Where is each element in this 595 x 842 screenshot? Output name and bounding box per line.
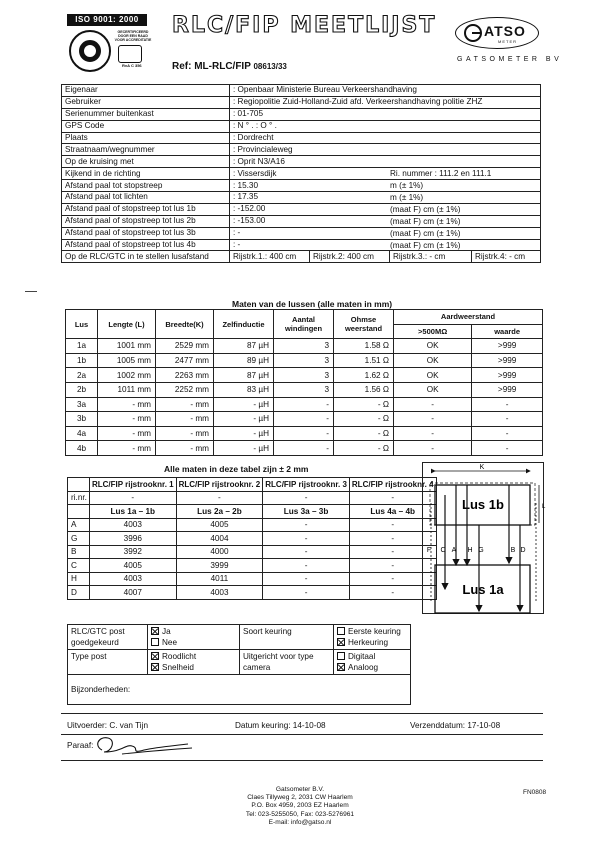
info-value: [230, 132, 541, 144]
meas-value: -: [349, 572, 436, 586]
meas-value: -: [263, 532, 350, 546]
camera-options: [334, 650, 411, 675]
meas-row: [68, 532, 437, 546]
loop-cell: 2b: [66, 382, 98, 397]
checkbox-nee[interactable]: [151, 638, 159, 646]
loop-row: [66, 412, 543, 427]
loop-cell: - Ω: [334, 441, 394, 456]
bijzonderheden-label: Bijzonderheden:: [71, 685, 131, 694]
info-value-right: m (± 1%): [390, 181, 424, 191]
info-value: [230, 156, 541, 168]
loop-cell: -: [472, 426, 543, 441]
meas-row-label: C: [68, 559, 90, 573]
info-value-text: : Openbaar Ministerie Bureau Verkeershandhaving: [233, 85, 417, 95]
info-value-text: : -: [233, 240, 241, 250]
meas-value: -: [349, 559, 436, 573]
loop-row: [66, 426, 543, 441]
info-key: Eigenaar: [62, 85, 230, 97]
loop-cell: 3: [274, 353, 334, 368]
meas-row-label: B: [68, 545, 90, 559]
post-options: [148, 625, 240, 650]
bijzonderheden-field[interactable]: [68, 675, 411, 705]
type-options: [148, 650, 240, 675]
meas-lus-pair: Lus 3a – 3b: [263, 505, 350, 519]
lusafstand-cell: Rijstrk.2: 400 cm: [310, 251, 390, 262]
info-row-lusafstand: [62, 251, 541, 263]
diagram-l-label: L: [542, 504, 546, 510]
loop-cell: 2529 mm: [156, 339, 214, 354]
info-row: [62, 168, 541, 180]
loop-cell: 1001 mm: [98, 339, 156, 354]
info-row: [62, 215, 541, 227]
info-key: Straatnaam/wegnummer: [62, 144, 230, 156]
meas-row: [68, 518, 437, 532]
meas-row-label: D: [68, 586, 90, 600]
info-value-text: : 15.30: [233, 180, 259, 190]
meas-row: [68, 572, 437, 586]
meas-lus-pair: Lus 1a – 1b: [89, 505, 176, 519]
info-value: [230, 120, 541, 132]
info-value: [230, 203, 541, 215]
info-value-text: : -152.00: [233, 204, 266, 214]
diagram-letter-b: B: [510, 547, 516, 554]
loops-table: [65, 309, 543, 456]
diagram-letter-g: G: [478, 547, 484, 554]
loop-cell: - mm: [98, 426, 156, 441]
meas-value: 3992: [89, 545, 176, 559]
loop-cell: -: [274, 426, 334, 441]
loop-cell: 1b: [66, 353, 98, 368]
loop-cell: 87 µH: [214, 339, 274, 354]
cert-code: RvA C 356: [122, 63, 142, 68]
loop-diagram: [422, 462, 544, 614]
loop-row: [66, 339, 543, 354]
meas-value: -: [349, 518, 436, 532]
checkbox-roodlicht[interactable]: [151, 652, 159, 660]
info-key: Op de RLC/GTC in te stellen lusafstand: [62, 251, 230, 263]
loop-cell: - mm: [98, 412, 156, 427]
ref-label: Ref: ML-RLC/FIP: [172, 61, 251, 72]
info-key: Afstand paal of stopstreep tot lus 3b: [62, 227, 230, 239]
eerste-label: Eerste keuring: [348, 627, 401, 636]
loop-cell: 4b: [66, 441, 98, 456]
digitaal-label: Digitaal: [348, 652, 376, 661]
measurements-title: Alle maten in deze tabel zijn ± 2 mm: [164, 464, 309, 474]
info-lusafstand-cells: [230, 251, 541, 263]
loop-cell: -: [394, 412, 472, 427]
company-address: [200, 786, 400, 827]
diagram-loop-top: Lus 1b: [462, 497, 504, 512]
meas-value: -: [263, 559, 350, 573]
loop-cell: 3: [274, 339, 334, 354]
uitgericht-label: Uitgericht voor type camera: [240, 650, 334, 675]
loop-cell: 89 µH: [214, 353, 274, 368]
loop-cell: - Ω: [334, 397, 394, 412]
info-key: Plaats: [62, 132, 230, 144]
meas-ri-value: -: [349, 491, 436, 505]
info-table: [61, 84, 541, 263]
info-key: Afstand paal tot stopstreep: [62, 180, 230, 192]
loop-cell: - µH: [214, 441, 274, 456]
info-value-text: : Oprit N3/A16: [233, 156, 285, 166]
info-value: [230, 192, 541, 204]
info-value: [230, 239, 541, 251]
meas-row-label: A: [68, 518, 90, 532]
info-row: [62, 192, 541, 204]
meas-value: 3999: [176, 559, 263, 573]
meas-value: 4007: [89, 586, 176, 600]
meas-value: 4011: [176, 572, 263, 586]
lusafstand-cell: Rijstrk.3.: - cm: [390, 251, 472, 262]
meas-ri-row: [68, 491, 437, 505]
checkbox-herkeuring[interactable]: [337, 638, 345, 646]
certification-seal-icon: [69, 30, 111, 72]
verzenddatum: Verzenddatum: 17-10-08: [410, 721, 501, 730]
footer-divider-top: [61, 713, 543, 714]
info-value-right: Ri. nummer : 111.2 en 111.1: [390, 169, 492, 179]
meas-lus-corner: [68, 505, 90, 519]
info-value-right: (maat F) cm (± 1%): [390, 204, 461, 214]
info-value-text: : -: [233, 228, 241, 238]
loop-row: [66, 397, 543, 412]
ja-label: Ja: [162, 627, 171, 636]
checkbox-digitaal[interactable]: [337, 652, 345, 660]
loop-cell: 87 µH: [214, 368, 274, 383]
info-row: [62, 85, 541, 97]
loop-cell: 1a: [66, 339, 98, 354]
loop-cell: 2263 mm: [156, 368, 214, 383]
loop-cell: - µH: [214, 412, 274, 427]
loop-row: [66, 368, 543, 383]
paraaf-label: Paraaf:: [67, 741, 94, 750]
page-title: RLC/FIP MEETLIJST: [172, 13, 437, 38]
meas-ri-label: ri.nr.: [68, 491, 90, 505]
diagram-loop-bottom: Lus 1a: [462, 582, 504, 597]
info-value: [230, 227, 541, 239]
loop-cell: 1.51 Ω: [334, 353, 394, 368]
keuring-table: [67, 624, 411, 705]
loop-cell: - µH: [214, 426, 274, 441]
loop-cell: OK: [394, 339, 472, 354]
loop-cell: - mm: [98, 397, 156, 412]
loop-cell: OK: [394, 368, 472, 383]
info-key: Afstand paal of stopstreep tot lus 4b: [62, 239, 230, 251]
info-value: [230, 168, 541, 180]
col-aantal: Aantal windingen: [274, 310, 334, 339]
loop-cell: - mm: [98, 441, 156, 456]
loop-cell: -: [394, 426, 472, 441]
lusafstand-cell: Rijstrk.1.: 400 cm: [230, 251, 310, 262]
loop-cell: OK: [394, 382, 472, 397]
info-row: [62, 156, 541, 168]
meas-ri-value: -: [89, 491, 176, 505]
herkeuring-label: Herkeuring: [348, 638, 389, 647]
info-value-right: (maat F) cm (± 1%): [390, 216, 461, 226]
meas-lus-pair: Lus 2a – 2b: [176, 505, 263, 519]
info-value-text: : Vissersdijk: [233, 168, 277, 178]
meas-value: 4003: [89, 518, 176, 532]
meas-row-label: H: [68, 572, 90, 586]
info-key: Kijkend in de richting: [62, 168, 230, 180]
info-key: Afstand paal tot lichten: [62, 192, 230, 204]
loop-cell: 2477 mm: [156, 353, 214, 368]
type-label: Type post: [68, 650, 148, 675]
loop-cell: 3: [274, 382, 334, 397]
info-value: [230, 96, 541, 108]
loop-row: [66, 382, 543, 397]
diagram-letter-f: F: [426, 547, 432, 554]
info-key: Serienummer buitenkast: [62, 108, 230, 120]
loop-cell: -: [274, 412, 334, 427]
meas-col-4: RLC/FIP rijstrooknr. 4: [349, 478, 436, 492]
analoog-label: Analoog: [348, 663, 379, 672]
col-zelfinductie: Zelfinductie: [214, 310, 274, 339]
loop-cell: - mm: [156, 426, 214, 441]
info-value-text: : Provincialeweg: [233, 144, 293, 154]
info-value-right: (maat F) cm (± 1%): [390, 228, 461, 238]
diagram-letter-d: D: [520, 547, 526, 554]
info-value-text: : -153.00: [233, 216, 266, 226]
info-value-text: : 01-705: [233, 109, 264, 119]
diagram-letter-c: C: [440, 547, 446, 554]
info-value: [230, 180, 541, 192]
loop-cell: OK: [394, 353, 472, 368]
meas-value: 4000: [176, 545, 263, 559]
gatso-logo: [455, 17, 539, 49]
meas-value: 4005: [176, 518, 263, 532]
loop-cell: 1.62 Ω: [334, 368, 394, 383]
gatso-g-icon: [464, 24, 482, 42]
company-name: Gatsometer B.V.: [275, 786, 325, 793]
checkbox-analoog[interactable]: [337, 663, 345, 671]
meas-row: [68, 545, 437, 559]
info-row: [62, 144, 541, 156]
loop-row: [66, 353, 543, 368]
info-key: GPS Code: [62, 120, 230, 132]
meas-value: 4004: [176, 532, 263, 546]
soort-label: Soort keuring: [240, 625, 334, 650]
loop-cell: - µH: [214, 397, 274, 412]
loop-cell: 1.56 Ω: [334, 382, 394, 397]
loop-cell: 1002 mm: [98, 368, 156, 383]
uitvoerder: Uitvoerder: C. van Tijn: [67, 721, 148, 730]
meas-col-2: RLC/FIP rijstrooknr. 2: [176, 478, 263, 492]
meas-row: [68, 586, 437, 600]
company-caption: GATSOMETER BV: [457, 56, 563, 63]
info-value-text: : Regiopolitie Zuid-Holland-Zuid afd. Verkeershandhaving politie ZHZ: [233, 97, 483, 107]
logo-text: ATSO: [484, 23, 526, 39]
info-row: [62, 108, 541, 120]
col-aardweerstand: Aardweerstand: [394, 310, 543, 325]
nee-label: Nee: [162, 638, 178, 647]
meas-lus-pair: Lus 4a – 4b: [349, 505, 436, 519]
loop-cell: >999: [472, 353, 543, 368]
measurements-table: [67, 477, 437, 600]
address-line-2: P.O. Box 4959, 2003 EZ Haarlem: [251, 802, 349, 810]
loop-cell: >999: [472, 382, 543, 397]
loop-cell: - mm: [156, 412, 214, 427]
meas-value: 4005: [89, 559, 176, 573]
col-lus: Lus: [66, 310, 98, 339]
meas-value: -: [349, 532, 436, 546]
diagram-k-label: K: [479, 464, 485, 471]
reference: [172, 61, 287, 72]
loop-cell: 1011 mm: [98, 382, 156, 397]
datum-keuring: Datum keuring: 14-10-08: [235, 721, 326, 730]
checkbox-eerste[interactable]: [337, 627, 345, 635]
meas-corner: [68, 478, 90, 492]
iso-badge: ISO 9001: 2000: [67, 14, 147, 26]
roodlicht-label: Roodlicht: [162, 652, 197, 661]
meas-col-1: RLC/FIP rijstrooknr. 1: [89, 478, 176, 492]
info-value-right: (maat F) cm (± 1%): [390, 240, 461, 250]
info-value: [230, 85, 541, 97]
loop-cell: >999: [472, 368, 543, 383]
loop-cell: 1.58 Ω: [334, 339, 394, 354]
loop-cell: -: [472, 441, 543, 456]
loop-cell: -: [394, 441, 472, 456]
meas-value: 4003: [176, 586, 263, 600]
info-key: Afstand paal of stopstreep tot lus 1b: [62, 203, 230, 215]
lusafstand-grid: [230, 251, 540, 262]
meas-value: -: [263, 518, 350, 532]
info-value: [230, 108, 541, 120]
col-breedte: Breedte(K): [156, 310, 214, 339]
loop-cell: -: [472, 412, 543, 427]
info-value: [230, 144, 541, 156]
loop-cell: - mm: [156, 441, 214, 456]
soort-options: [334, 625, 411, 650]
loop-cell: 2252 mm: [156, 382, 214, 397]
loop-cell: 3: [274, 368, 334, 383]
info-key: Afstand paal of stopstreep tot lus 2b: [62, 215, 230, 227]
info-row: [62, 227, 541, 239]
loop-cell: - Ω: [334, 412, 394, 427]
loop-cell: 4a: [66, 426, 98, 441]
meas-row: [68, 559, 437, 573]
info-value-text: : Dordrecht: [233, 133, 274, 142]
meas-value: -: [349, 586, 436, 600]
loop-cell: >999: [472, 339, 543, 354]
footer-divider-bottom: [61, 760, 543, 761]
loop-cell: -: [472, 397, 543, 412]
checkbox-ja[interactable]: [151, 627, 159, 635]
post-label: RLC/GTC post goedgekeurd: [68, 625, 148, 650]
tel-fax: Tel: 023-5255050, Fax: 023-5276961: [245, 810, 355, 818]
checkbox-snelheid[interactable]: [151, 663, 159, 671]
meas-value: 4003: [89, 572, 176, 586]
cert-text: GECERTIFICEERD DOOR EEN RAAD VOOR ACCREDITATIE: [114, 30, 152, 42]
info-row: [62, 96, 541, 108]
meas-lus-row: [68, 505, 437, 519]
meas-value: -: [263, 572, 350, 586]
info-row: [62, 180, 541, 192]
diagram-letter-a: A: [451, 547, 457, 554]
meas-col-3: RLC/FIP rijstrooknr. 3: [263, 478, 350, 492]
meas-row-label: G: [68, 532, 90, 546]
meas-value: 3996: [89, 532, 176, 546]
col-aard-500: >500MΩ: [394, 324, 472, 339]
info-row: [62, 132, 541, 144]
loop-cell: - Ω: [334, 426, 394, 441]
loop-cell: 2a: [66, 368, 98, 383]
margin-mark: [25, 291, 37, 292]
meas-value: -: [263, 586, 350, 600]
info-row: [62, 203, 541, 215]
meas-ri-value: -: [263, 491, 350, 505]
meas-value: -: [349, 545, 436, 559]
loop-row: [66, 441, 543, 456]
meas-value: -: [263, 545, 350, 559]
info-value-text: : N ° . : O ° .: [233, 121, 277, 131]
loop-cell: 3a: [66, 397, 98, 412]
info-value-right: m (± 1%): [390, 193, 424, 203]
info-row: [62, 120, 541, 132]
loops-title: Maten van de lussen (alle maten in mm): [232, 299, 393, 309]
info-key: Op de kruising met: [62, 156, 230, 168]
info-row: [62, 239, 541, 251]
snelheid-label: Snelheid: [162, 663, 194, 672]
col-ohm: Ohmse weerstand: [334, 310, 394, 339]
logo-sub: METER: [498, 39, 517, 44]
loop-cell: - mm: [156, 397, 214, 412]
loop-cell: 1005 mm: [98, 353, 156, 368]
signature-icon: [92, 730, 202, 760]
loop-cell: -: [394, 397, 472, 412]
loop-cell: 83 µH: [214, 382, 274, 397]
meas-ri-value: -: [176, 491, 263, 505]
accreditation-mark-icon: [118, 45, 142, 63]
loop-cell: -: [274, 397, 334, 412]
diagram-letter-h: H: [467, 547, 473, 554]
col-aard-waarde: waarde: [472, 324, 543, 339]
info-key: Gebruiker: [62, 96, 230, 108]
email: E-mail: info@gatso.nl: [268, 818, 332, 826]
loop-diagram-svg: [423, 463, 545, 615]
ref-number: 08613/33: [253, 62, 287, 71]
lusafstand-cell: Rijstrk.4: - cm: [475, 252, 526, 262]
info-value: [230, 215, 541, 227]
loop-cell: 3b: [66, 412, 98, 427]
form-number: FN0808: [523, 789, 547, 796]
col-lengte: Lengte (L): [98, 310, 156, 339]
address-line-1: Claes Tillyweg 2, 2031 CW Haarlem: [247, 794, 353, 802]
loop-cell: -: [274, 441, 334, 456]
info-value-text: : 17.35: [233, 192, 259, 202]
